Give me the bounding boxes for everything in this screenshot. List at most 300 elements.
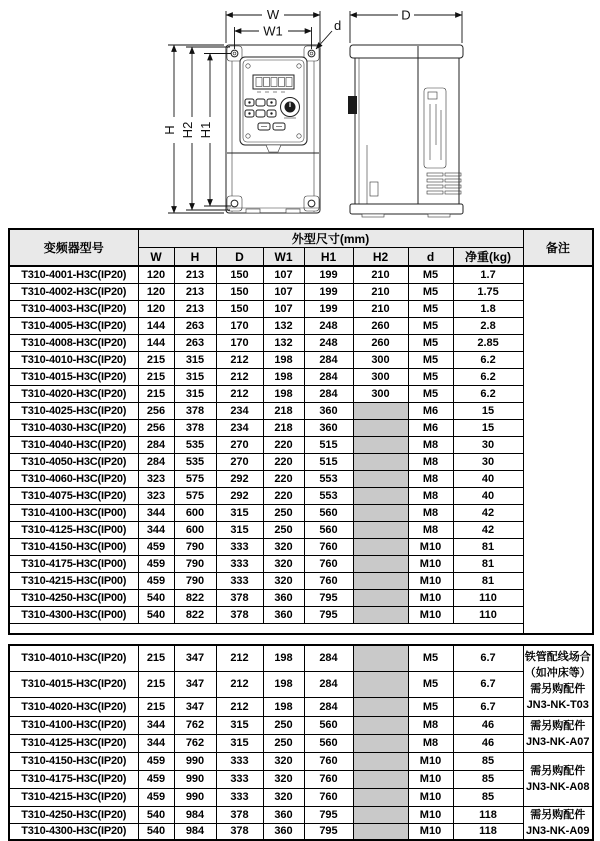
dim-cell-w: 120 [138,266,174,283]
dim-cell-d: 378 [216,606,263,623]
col-header-model: 变频器型号 [9,229,138,266]
dim-cell-screw: M5 [408,671,453,697]
dim-cell-d: 234 [216,419,263,436]
dimensions-section [0,228,600,841]
table-row [9,317,593,334]
dim-cell-weight: 110 [453,606,523,623]
dim-cell-h2: 260 [353,317,408,334]
mounting-hole-bottom-right [304,196,319,211]
table-row [9,504,593,521]
dim-cell-screw: M8 [408,521,453,538]
dim-cell-screw: M8 [408,716,453,734]
table-row [9,487,593,504]
dim-cell-w1: 360 [263,823,304,840]
dim-cell-weight: 85 [453,752,523,770]
dim-cell-h2 [353,697,408,716]
model-cell: T310-4008-H3C(IP20) [9,334,138,351]
dim-cell-d: 333 [216,788,263,806]
dim-cell-h2 [353,419,408,436]
model-cell: T310-4001-H3C(IP20) [9,266,138,283]
dim-cell-weight: 30 [453,453,523,470]
outline-drawing-svg [0,0,600,228]
remark-line: 需另购配件 [530,765,586,777]
dim-cell-w: 215 [138,368,174,385]
dim-cell-h1: 360 [304,402,353,419]
dim-cell-w1: 198 [263,645,304,671]
dim-cell-h2 [353,752,408,770]
dim-cell-h1: 760 [304,555,353,572]
col-header-w1: W1 [263,248,304,267]
model-cell: T310-4003-H3C(IP20) [9,300,138,317]
dim-cell-h1: 199 [304,300,353,317]
dim-cell-w: 215 [138,697,174,716]
dim-cell-h2: 300 [353,351,408,368]
dim-cell-h: 315 [174,351,216,368]
dim-cell-h2 [353,716,408,734]
dim-cell-w: 540 [138,589,174,606]
table-row [9,806,593,823]
dim-cell-h2 [353,606,408,623]
dim-cell-d: 212 [216,671,263,697]
dim-cell-h1: 553 [304,487,353,504]
dim-cell-screw: M8 [408,734,453,752]
model-cell: T310-4100-H3C(IP00) [9,504,138,521]
dim-cell-w: 323 [138,487,174,504]
table-row [9,697,593,716]
dim-cell-w1: 107 [263,266,304,283]
dim-cell-w1: 220 [263,436,304,453]
top-cap [350,45,463,58]
dim-cell-w1: 360 [263,589,304,606]
dim-cell-w: 215 [138,351,174,368]
dim-cell-weight: 6.7 [453,645,523,671]
dim-cell-w: 215 [138,645,174,671]
dim-cell-d: 378 [216,823,263,840]
table-row [9,521,593,538]
col-header-h1: H1 [304,248,353,267]
dim-cell-h: 378 [174,419,216,436]
dim-cell-h1: 760 [304,538,353,555]
dim-cell-h1: 760 [304,572,353,589]
dim-cell-d: 270 [216,453,263,470]
table-row [9,368,593,385]
dim-cell-d: 234 [216,402,263,419]
led-display [253,75,294,92]
dim-cell-d: 150 [216,300,263,317]
dim-cell-d: 212 [216,385,263,402]
table-row [9,351,593,368]
dim-cell-screw: M8 [408,487,453,504]
dim-cell-h: 315 [174,385,216,402]
dim-cell-screw: M8 [408,470,453,487]
empty-cell [9,623,523,634]
table-row [9,589,593,606]
dim-cell-h: 535 [174,436,216,453]
dim-cell-h1: 795 [304,806,353,823]
dim-cell-screw: M5 [408,334,453,351]
dim-cell-h: 790 [174,572,216,589]
dim-cell-weight: 81 [453,572,523,589]
dim-cell-w1: 320 [263,788,304,806]
dim-cell-h: 315 [174,368,216,385]
model-cell: T310-4015-H3C(IP20) [9,368,138,385]
dim-cell-h2 [353,645,408,671]
dim-cell-d: 315 [216,716,263,734]
dim-cell-weight: 1.7 [453,266,523,283]
dim-cell-h: 263 [174,334,216,351]
dim-cell-weight: 81 [453,555,523,572]
dim-cell-w: 256 [138,402,174,419]
dim-cell-h2 [353,572,408,589]
dim-cell-w1: 132 [263,334,304,351]
dim-cell-h2: 300 [353,368,408,385]
dim-cell-w: 540 [138,606,174,623]
dim-cell-h2 [353,734,408,752]
keypad-panel [240,57,307,145]
dim-cell-h2 [353,470,408,487]
dim-cell-h1: 284 [304,645,353,671]
model-cell: T310-4010-H3C(IP20) [9,645,138,671]
remark-line: JN3-NK-T03 [526,698,589,711]
remark-line: 铁管配线场合 [524,650,591,663]
dim-cell-screw: M10 [408,589,453,606]
dim-cell-d: 292 [216,470,263,487]
model-cell: T310-4125-H3C(IP00) [9,521,138,538]
dim-cell-d: 333 [216,538,263,555]
dim-cell-d: 270 [216,436,263,453]
dim-cell-h2: 210 [353,283,408,300]
dim-cell-w: 344 [138,716,174,734]
front-view [226,45,320,213]
dim-cell-w1: 218 [263,402,304,419]
dim-cell-screw: M5 [408,317,453,334]
col-header-weight: 净重(kg) [453,248,523,267]
model-cell: T310-4175-H3C(IP00) [9,555,138,572]
dim-cell-screw: M5 [408,385,453,402]
dim-cell-screw: M5 [408,351,453,368]
dim-cell-screw: M10 [408,572,453,589]
col-header-h2: H2 [353,248,408,267]
table-row [9,283,593,300]
dim-cell-w: 284 [138,453,174,470]
dim-cell-w1: 107 [263,300,304,317]
col-group-header-dimensions: 外型尺寸(mm) [138,229,523,248]
model-cell: T310-4002-H3C(IP20) [9,283,138,300]
dim-cell-h1: 760 [304,788,353,806]
remark-line: JN3-NK-A09 [525,824,590,837]
mounting-tab [348,96,357,114]
dim-cell-w1: 220 [263,470,304,487]
dim-cell-h: 347 [174,671,216,697]
dim-cell-h: 575 [174,487,216,504]
model-cell: T310-4005-H3C(IP20) [9,317,138,334]
dim-cell-d: 333 [216,770,263,788]
dim-cell-w1: 250 [263,504,304,521]
dim-cell-w1: 198 [263,351,304,368]
dim-cell-h2 [353,504,408,521]
dim-cell-w: 144 [138,317,174,334]
dim-cell-h1: 284 [304,697,353,716]
dim-cell-screw: M10 [408,555,453,572]
dim-cell-w: 540 [138,823,174,840]
dim-cell-w: 344 [138,734,174,752]
dim-cell-h1: 515 [304,436,353,453]
dim-cell-screw: M10 [408,752,453,770]
mounting-hole-bottom-left [227,196,242,211]
dim-cell-d: 333 [216,555,263,572]
dim-cell-h2 [353,788,408,806]
dim-cell-h1: 795 [304,823,353,840]
model-cell: T310-4020-H3C(IP20) [9,385,138,402]
model-cell: T310-4250-H3C(IP00) [9,589,138,606]
dim-cell-d: 315 [216,521,263,538]
dim-cell-h: 790 [174,555,216,572]
dim-cell-h: 600 [174,504,216,521]
dim-cell-w1: 218 [263,419,304,436]
model-cell: T310-4300-H3C(IP00) [9,606,138,623]
dim-cell-d: 315 [216,504,263,521]
dim-cell-w1: 198 [263,671,304,697]
remark-line: JN3-NK-A07 [525,736,590,748]
dim-cell-w: 459 [138,788,174,806]
side-view [348,8,463,218]
dim-cell-d: 212 [216,697,263,716]
dim-cell-h1: 760 [304,770,353,788]
dim-cell-h2 [353,538,408,555]
table-row [9,752,593,770]
dim-cell-h: 213 [174,300,216,317]
dim-cell-h: 822 [174,606,216,623]
dim-cell-h: 600 [174,521,216,538]
dim-cell-h1: 284 [304,351,353,368]
remark-line: 需另购配件 [530,720,586,732]
model-cell: T310-4175-H3C(IP20) [9,770,138,788]
dim-cell-weight: 85 [453,770,523,788]
remark-cell [523,752,593,806]
dim-cell-w1: 320 [263,770,304,788]
dim-cell-h1: 795 [304,589,353,606]
dim-cell-weight: 6.7 [453,671,523,697]
dim-label-H2: H2 [180,121,195,139]
table-row [9,671,593,697]
dim-cell-h2 [353,402,408,419]
table-row [9,436,593,453]
dim-cell-h1: 560 [304,504,353,521]
dim-cell-h: 762 [174,734,216,752]
dim-cell-w: 459 [138,555,174,572]
dim-cell-h2: 210 [353,300,408,317]
dim-label-W: W [266,7,280,22]
remark-line: 需另购配件 [530,808,586,821]
dim-cell-weight: 15 [453,402,523,419]
dim-cell-w1: 320 [263,538,304,555]
model-cell: T310-4150-H3C(IP20) [9,752,138,770]
dim-cell-w: 344 [138,504,174,521]
dim-cell-h2 [353,555,408,572]
dim-cell-h2 [353,521,408,538]
model-cell: T310-4025-H3C(IP20) [9,402,138,419]
dim-cell-h2 [353,453,408,470]
dim-cell-weight: 40 [453,487,523,504]
dim-cell-h2 [353,436,408,453]
dim-cell-screw: M10 [408,770,453,788]
model-cell: T310-4020-H3C(IP20) [9,697,138,716]
col-header-remark: 备注 [523,229,593,266]
dim-cell-screw: M5 [408,368,453,385]
dim-cell-d: 212 [216,351,263,368]
remark-cell [523,716,593,752]
dim-cell-h: 378 [174,402,216,419]
dim-cell-h2 [353,589,408,606]
dim-cell-d: 378 [216,589,263,606]
dim-cell-d: 378 [216,806,263,823]
dim-cell-w1: 360 [263,606,304,623]
table-row [9,823,593,840]
model-cell: T310-4030-H3C(IP20) [9,419,138,436]
dim-cell-w: 144 [138,334,174,351]
dim-cell-screw: M8 [408,504,453,521]
dim-cell-h2 [353,671,408,697]
dim-cell-w: 284 [138,436,174,453]
table-row [9,538,593,555]
dim-cell-h1: 560 [304,734,353,752]
dim-cell-w: 459 [138,770,174,788]
dim-cell-w1: 320 [263,752,304,770]
nameplate-label [424,88,446,168]
dim-cell-h1: 795 [304,606,353,623]
dim-cell-weight: 81 [453,538,523,555]
dim-cell-h1: 199 [304,266,353,283]
col-header-w: W [138,248,174,267]
dim-cell-w: 256 [138,419,174,436]
dim-cell-h1: 284 [304,385,353,402]
dim-cell-w: 540 [138,806,174,823]
dim-cell-w: 215 [138,385,174,402]
dim-cell-w: 120 [138,300,174,317]
model-cell: T310-4015-H3C(IP20) [9,671,138,697]
dim-label-W1: W1 [263,23,283,39]
dim-cell-weight: 2.85 [453,334,523,351]
table-row [9,606,593,623]
dim-label-D: D [401,7,411,23]
dim-cell-screw: M8 [408,453,453,470]
remark-line: （如冲床等） [524,666,591,679]
dim-cell-h1: 560 [304,521,353,538]
dim-cell-h2: 210 [353,266,408,283]
model-cell: T310-4300-H3C(IP20) [9,823,138,840]
dim-cell-weight: 40 [453,470,523,487]
col-header-d: D [216,248,263,267]
dim-cell-weight: 42 [453,504,523,521]
dim-cell-h: 213 [174,283,216,300]
table-row [9,788,593,806]
dim-cell-d: 212 [216,368,263,385]
dim-cell-w1: 250 [263,734,304,752]
keypad-latch [266,145,281,152]
dim-cell-w1: 132 [263,317,304,334]
dim-cell-screw: M5 [408,645,453,671]
dim-cell-screw: M5 [408,697,453,716]
dim-cell-d: 333 [216,572,263,589]
dim-cell-h: 984 [174,823,216,840]
dim-cell-h: 535 [174,453,216,470]
dim-cell-screw: M10 [408,606,453,623]
dim-cell-d: 212 [216,645,263,671]
table-row [9,470,593,487]
dim-cell-h2 [353,487,408,504]
remark-line: JN3-NK-A08 [525,781,590,793]
dim-cell-h: 790 [174,538,216,555]
dim-cell-h: 263 [174,317,216,334]
dim-cell-weight: 6.2 [453,385,523,402]
model-cell: T310-4125-H3C(IP20) [9,734,138,752]
remark-cell [523,645,593,716]
table-row [9,266,593,283]
dim-cell-screw: M6 [408,419,453,436]
model-cell: T310-4010-H3C(IP20) [9,351,138,368]
dim-cell-h: 822 [174,589,216,606]
dim-cell-weight: 118 [453,823,523,840]
dim-cell-w: 323 [138,470,174,487]
table-row [9,334,593,351]
dim-cell-h2 [353,823,408,840]
dim-cell-weight: 42 [453,521,523,538]
model-cell: T310-4060-H3C(IP20) [9,470,138,487]
dim-label-d: d [334,18,342,33]
dim-cell-weight: 2.8 [453,317,523,334]
dim-cell-w: 459 [138,538,174,555]
dim-cell-h: 990 [174,788,216,806]
dim-label-H: H [162,125,177,135]
dim-cell-w: 215 [138,671,174,697]
dim-cell-h1: 248 [304,317,353,334]
table-row [9,419,593,436]
dim-cell-w1: 360 [263,806,304,823]
dim-cell-w1: 198 [263,385,304,402]
dim-cell-screw: M5 [408,266,453,283]
dim-cell-h: 762 [174,716,216,734]
dim-cell-w1: 250 [263,521,304,538]
remark-cell-empty [523,266,593,634]
dim-cell-weight: 15 [453,419,523,436]
dim-cell-weight: 85 [453,788,523,806]
dim-cell-h1: 360 [304,419,353,436]
dim-cell-w1: 320 [263,572,304,589]
table-row [9,300,593,317]
dim-cell-w: 344 [138,521,174,538]
dimension-drawing [0,0,600,228]
dim-cell-weight: 46 [453,734,523,752]
dim-cell-h1: 515 [304,453,353,470]
dim-cell-w: 120 [138,283,174,300]
dim-label-H1: H1 [198,121,213,139]
model-cell: T310-4215-H3C(IP20) [9,788,138,806]
table-row [9,716,593,734]
dim-cell-h: 575 [174,470,216,487]
dim-cell-d: 150 [216,283,263,300]
model-cell: T310-4150-H3C(IP00) [9,538,138,555]
dim-cell-w: 459 [138,572,174,589]
dim-cell-h2: 260 [353,334,408,351]
table-row [9,770,593,788]
dim-cell-d: 292 [216,487,263,504]
dim-cell-w1: 220 [263,453,304,470]
table-row [9,385,593,402]
remark-line: 需另购配件 [530,682,586,695]
dim-cell-h1: 284 [304,368,353,385]
table-row [9,555,593,572]
model-cell: T310-4250-H3C(IP20) [9,806,138,823]
